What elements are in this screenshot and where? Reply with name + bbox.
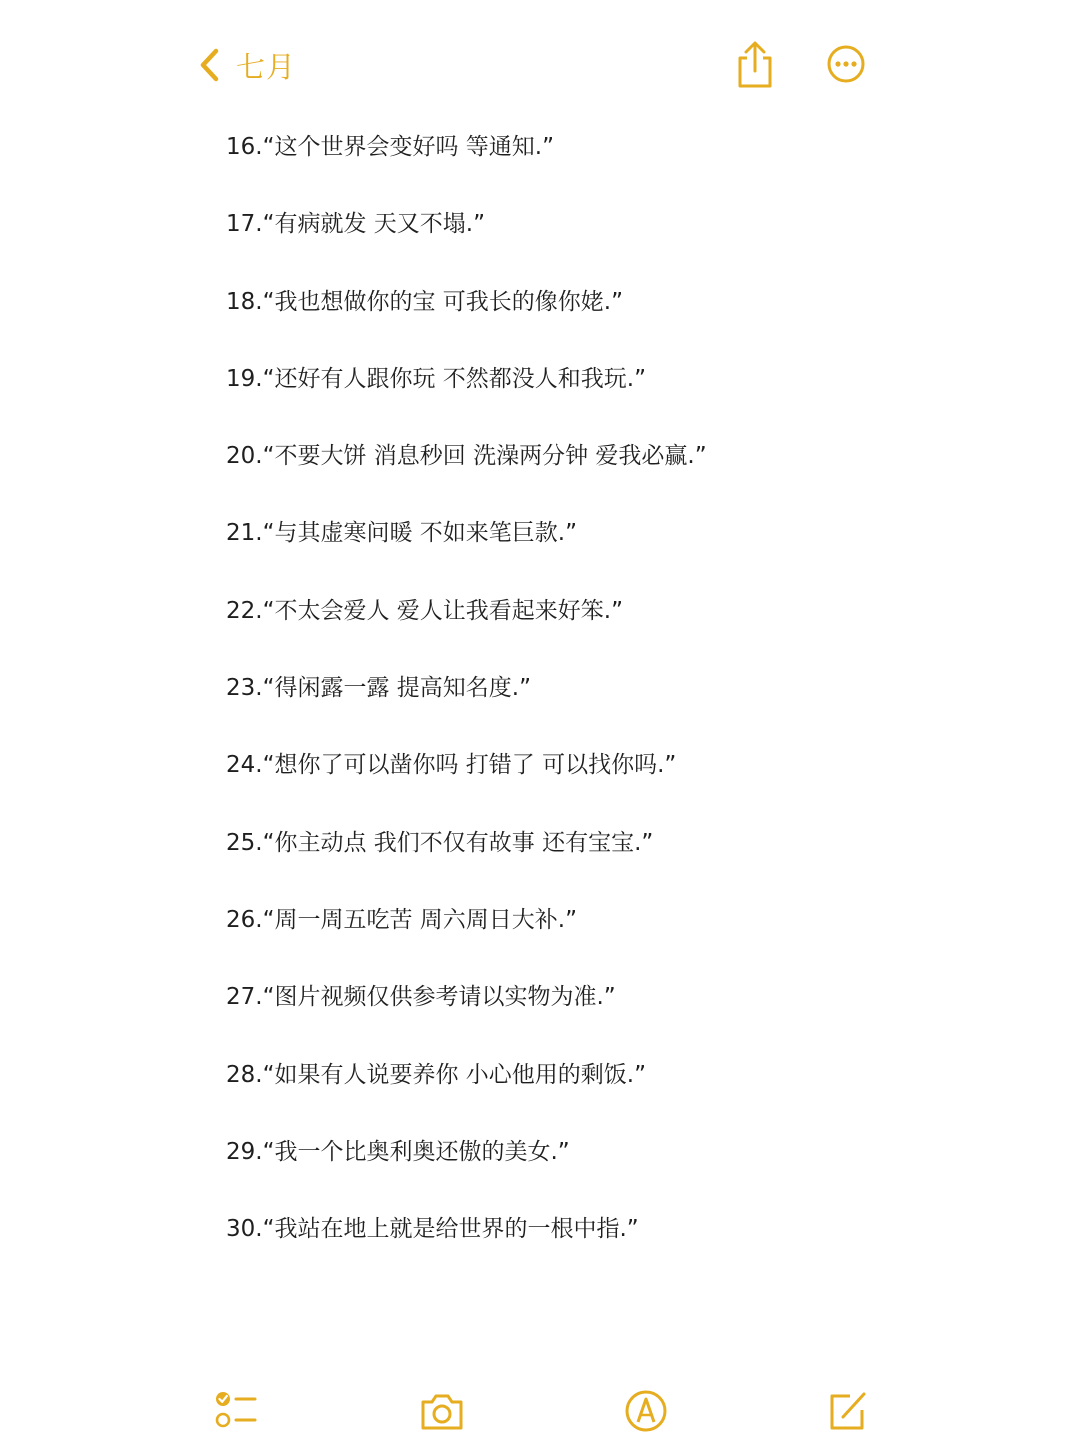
chevron-left-icon <box>196 45 226 85</box>
note-line: 28.“如果有人说要养你 小心他用的剩饭.” <box>226 1061 647 1088</box>
compose-icon <box>826 1388 872 1434</box>
note-line: 26.“周一周五吃苦 周六周日大补.” <box>226 906 578 933</box>
share-button[interactable] <box>733 40 777 90</box>
share-icon <box>733 40 777 90</box>
note-line: 17.“有病就发 天又不塌.” <box>226 211 486 238</box>
camera-button[interactable] <box>419 1388 465 1434</box>
note-line: 18.“我也想做你的宝 可我长的像你姥.” <box>226 288 624 315</box>
navigation-bar <box>0 0 1080 130</box>
bottom-toolbar <box>0 1380 1080 1440</box>
note-line: 24.“想你了可以凿你吗 打错了 可以找你吗.” <box>226 752 677 779</box>
ellipsis-circle-icon <box>826 44 866 84</box>
note-line: 30.“我站在地上就是给世界的一根中指.” <box>226 1216 639 1243</box>
back-button[interactable] <box>196 40 296 90</box>
checklist-button[interactable] <box>213 1388 259 1434</box>
note-line: 27.“图片视频仅供参考请以实物为准.” <box>226 984 616 1011</box>
note-line: 19.“还好有人跟你玩 不然都没人和我玩.” <box>226 365 647 392</box>
camera-icon <box>419 1388 465 1434</box>
markup-pen-icon <box>623 1388 669 1434</box>
back-label: 七月 <box>236 49 297 84</box>
markup-button[interactable] <box>623 1388 669 1434</box>
more-button[interactable] <box>826 44 866 84</box>
note-line: 20.“不要大饼 消息秒回 洗澡两分钟 爱我必赢.” <box>226 443 707 470</box>
note-line: 29.“我一个比奥利奥还傲的美女.” <box>226 1138 570 1165</box>
note-line: 16.“这个世界会变好吗 等通知.” <box>226 134 555 160</box>
note-line: 21.“与其虚寒问暖 不如来笔巨款.” <box>226 520 578 547</box>
note-line: 22.“不太会爱人 爱人让我看起来好笨.” <box>226 597 624 624</box>
note-line: 25.“你主动点 我们不仅有故事 还有宝宝.” <box>226 829 654 856</box>
compose-button[interactable] <box>826 1388 872 1434</box>
note-line: 23.“得闲露一露 提高知名度.” <box>226 675 532 702</box>
checklist-icon <box>213 1388 259 1434</box>
note-body[interactable] <box>226 120 986 1279</box>
